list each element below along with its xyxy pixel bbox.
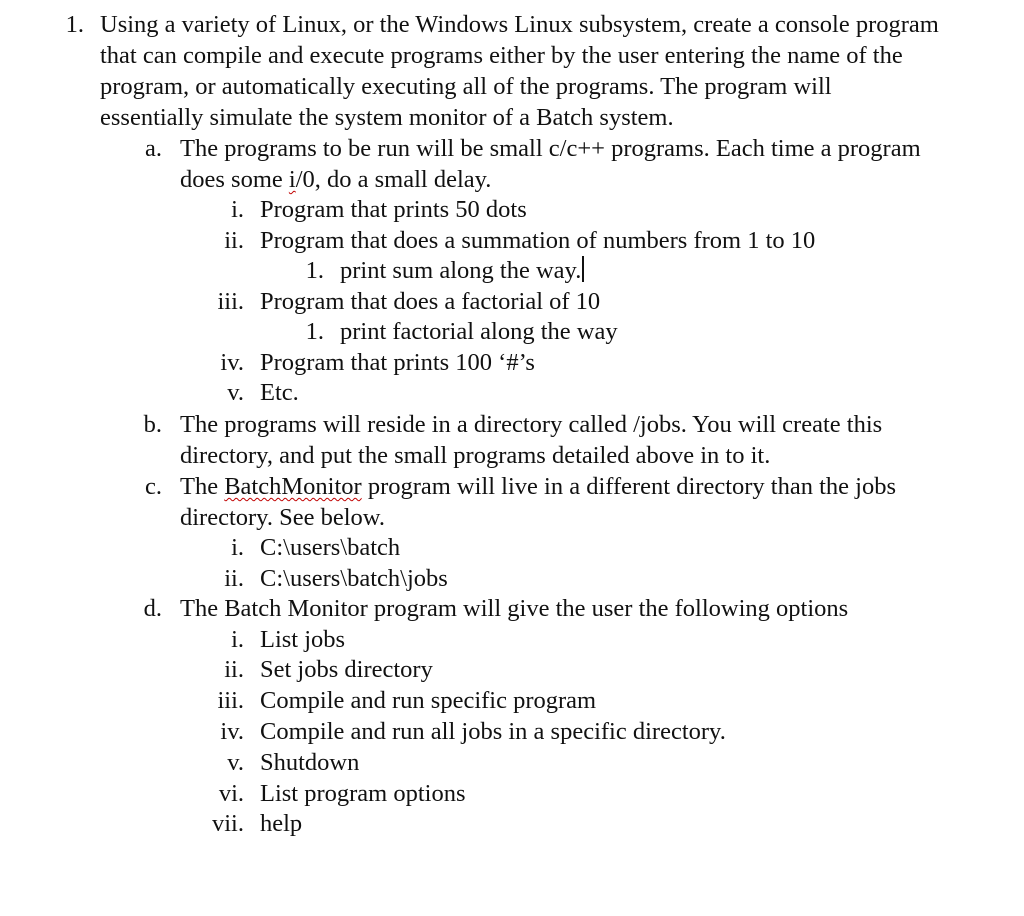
item-d-marker: d.: [143, 595, 162, 622]
sub-text: help: [260, 810, 303, 837]
subsub-text-wrap: [340, 256, 584, 286]
item-c-text: [180, 472, 896, 502]
sub-text: Program that does a factorial of 10: [260, 288, 601, 315]
sub-text: List jobs: [260, 626, 346, 653]
sub-text: Compile and run specific program: [260, 687, 597, 714]
item-1-marker: 1.: [65, 11, 84, 38]
sub-text: Shutdown: [260, 749, 360, 776]
sub-marker: iii.: [217, 687, 244, 714]
item-d-text: The Batch Monitor program will give the user the following options: [180, 595, 849, 622]
item-1-line-2: that can compile and execute programs either by the user entering the name of the: [100, 42, 903, 69]
item-c-text-post: program will live in a different directory than the jobs: [361, 473, 896, 500]
item-c-marker: c.: [145, 473, 162, 500]
spellcheck-word-i: i: [288, 166, 296, 193]
sub-marker: vi.: [218, 780, 244, 807]
sub-text: Program that does a summation of numbers from 1 to 10: [260, 227, 816, 254]
item-1-line-4: essentially simulate the system monitor of a Batch system.: [100, 104, 674, 131]
sub-marker: v.: [227, 379, 244, 406]
item-c-text-pre: The: [180, 473, 225, 500]
sub-marker: ii.: [224, 565, 244, 592]
spellcheck-word-batchmonitor: BatchMonitor: [224, 473, 362, 500]
sub-marker: iv.: [220, 349, 244, 376]
sub-text: C:\users\batch\jobs: [260, 565, 448, 592]
item-1-text: Using a variety of Linux, or the Windows Linux subsystem, create a console program: [100, 11, 939, 38]
sub-text: C:\users\batch: [260, 534, 401, 561]
sub-marker: v.: [227, 749, 244, 776]
item-b-text: The programs will reside in a directory called /jobs. You will create this: [180, 411, 883, 438]
sub-text: List program options: [260, 780, 466, 807]
item-a-line-2-post: /0, do a small delay.: [295, 166, 492, 193]
item-a-marker: a.: [145, 135, 162, 162]
sub-text: Etc.: [260, 379, 299, 406]
item-b-line-2: directory, and put the small programs detailed above in to it.: [180, 442, 771, 469]
subsub-text: print sum along the way.: [340, 257, 582, 284]
sub-marker: iii.: [217, 288, 244, 315]
sub-text: Set jobs directory: [260, 656, 433, 683]
subsub-text: print factorial along the way: [340, 318, 618, 345]
item-a-text: The programs to be run will be small c/c++ programs. Each time a program: [180, 135, 921, 162]
sub-marker: i.: [231, 626, 244, 653]
subsub-marker: 1.: [305, 257, 324, 284]
sub-marker: vii.: [212, 810, 244, 837]
text-cursor: [582, 256, 584, 282]
sub-marker: iv.: [220, 718, 244, 745]
subsub-marker: 1.: [305, 318, 324, 345]
sub-text: Program that prints 100 ‘#’s: [260, 349, 535, 376]
sub-text: Compile and run all jobs in a specific directory.: [260, 718, 726, 745]
sub-marker: i.: [231, 196, 244, 223]
item-a-line-2-pre: does some: [180, 166, 289, 193]
item-b-marker: b.: [143, 411, 162, 438]
sub-text: Program that prints 50 dots: [260, 196, 527, 223]
sub-marker: ii.: [224, 227, 244, 254]
item-c-line-2: directory. See below.: [180, 504, 385, 531]
sub-marker: i.: [231, 534, 244, 561]
sub-marker: ii.: [224, 656, 244, 683]
item-1-line-3: program, or automatically executing all of the programs. The program will: [100, 73, 832, 100]
item-a-line-2: [180, 165, 491, 195]
